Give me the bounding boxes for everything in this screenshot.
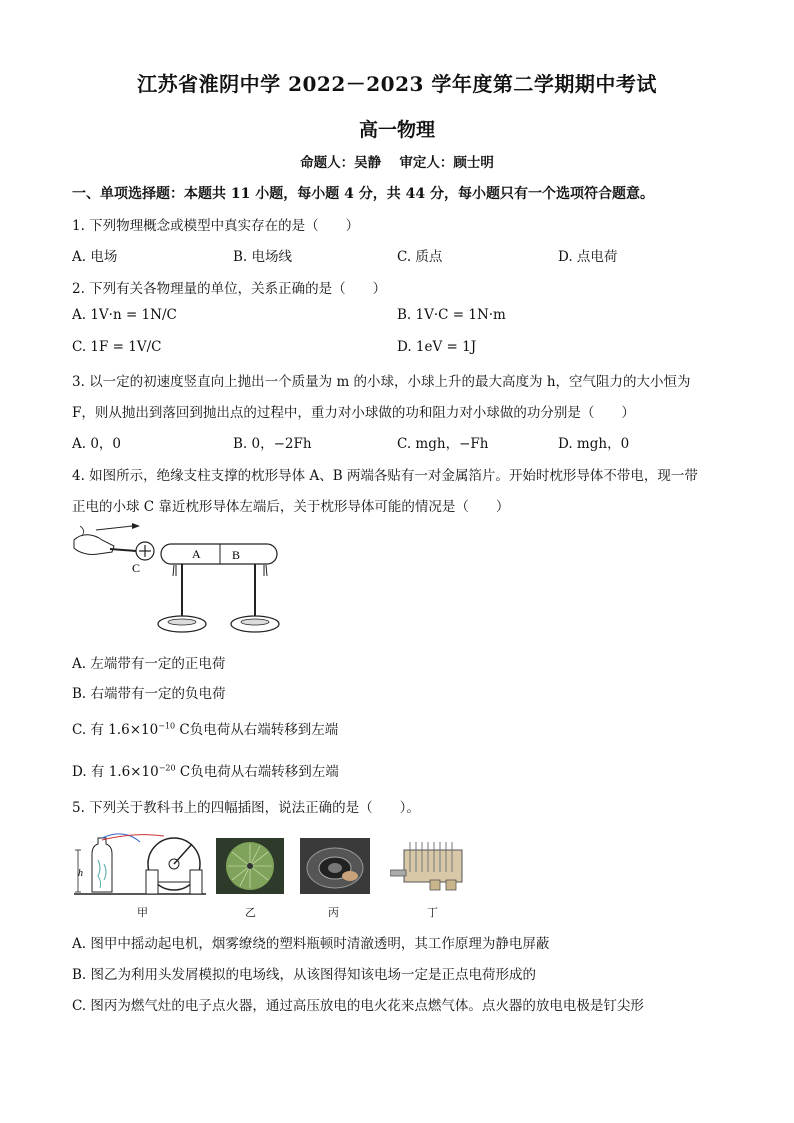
caption-jia: 甲 (137, 906, 148, 919)
question-3-option-b: B. 0，−2Fh (233, 436, 312, 452)
exam-title: 江苏省淮阴中学 2022－2023 学年度第二学期期中考试 (137, 72, 657, 96)
figure-yi-hair-field-lines (216, 838, 284, 894)
question-5-option-a: A. 图甲中摇动起电机，烟雾缭绕的塑料瓶顿时清澈透明，其工作原理为静电屏蔽 (72, 936, 550, 952)
question-3-stem-line2: F，则从抛出到落回到抛出点的过程中，重力对小球做的功和阻力对小球做的功分别是（ ） (72, 405, 635, 421)
question-2-option-c: C. 1F = 1V/C (72, 339, 162, 355)
question-1-option-d: D. 点电荷 (558, 249, 618, 265)
question-2-stem: 2. 下列有关各物理量的单位，关系正确的是（ ） (72, 281, 387, 297)
label-b: B (232, 548, 241, 562)
question-1-option-a: A. 电场 (72, 249, 118, 265)
question-4-option-a: A. 左端带有一定的正电荷 (72, 656, 226, 672)
question-1-option-b: B. 电场线 (233, 249, 293, 265)
question-2-option-d: D. 1eV = 1J (397, 339, 477, 355)
question-5-stem: 5. 下列关于教科书上的四幅插图，说法正确的是（ ）。 (72, 800, 420, 816)
figure-jia-electrostatic-machine (74, 830, 208, 900)
section-heading: 一、单项选择题：本题共 11 小题，每小题 4 分，共 44 分，每小题只有一个选项符合题意。 (72, 186, 654, 202)
exam-authors: 命题人：吴静 审定人：顾士明 (300, 155, 494, 171)
question-4-option-c: C. 有 $1.6\times 10^{-10}$ C负电荷从右端转移到左端 (72, 721, 339, 738)
caption-bing: 丙 (328, 906, 339, 919)
question-1-stem: 1. 下列物理概念或模型中真实存在的是（ ） (72, 218, 360, 234)
question-5-option-c: C. 图丙为燃气灶的电子点火器，通过高压放电的电火花来点燃气体。点火器的放电电极是钉尖形 (72, 998, 644, 1014)
pillow-conductor-figure (72, 522, 287, 640)
question-3-option-d: D. mgh，0 (558, 436, 630, 452)
caption-yi: 乙 (245, 906, 256, 919)
caption-ding: 丁 (427, 906, 438, 919)
question-4-option-b: B. 右端带有一定的负电荷 (72, 686, 226, 702)
question-3-option-c: C. mgh，−Fh (397, 436, 489, 452)
question-4-option-d: D. 有 $1.6\times 10^{-20}$ C负电荷从右端转移到左端 (72, 763, 339, 780)
label-h: h (78, 868, 83, 879)
question-4-stem-line1: 4. 如图所示，绝缘支柱支撑的枕形导体 A、B 两端各贴有一对金属箔片。开始时枕形导体不带电，现一带 (72, 468, 698, 484)
question-4-stem-line2: 正电的小球 C 靠近枕形导体左端后，关于枕形导体可能的情况是（ ） (72, 499, 510, 515)
exam-subject: 高一物理 (358, 119, 435, 141)
figure-ding-variable-capacitor (390, 836, 472, 894)
question-3-option-a: A. 0，0 (72, 436, 122, 452)
question-3-stem-line1: 3. 以一定的初速度竖直向上抛出一个质量为 m 的小球，小球上升的最大高度为 h，空气阻力的大小恒为 (72, 374, 691, 390)
label-c: C (132, 561, 141, 575)
label-a: A (192, 547, 201, 561)
question-5-option-b: B. 图乙为利用头发屑模拟的电场线，从该图得知该电场一定是正点电荷形成的 (72, 967, 537, 983)
figure-bing-gas-igniter (300, 838, 370, 894)
question-1-option-c: C. 质点 (397, 249, 443, 265)
question-2-option-a: A. 1V·n = 1N/C (72, 307, 177, 323)
question-2-option-b: B. 1V·C = 1N·m (397, 307, 506, 323)
